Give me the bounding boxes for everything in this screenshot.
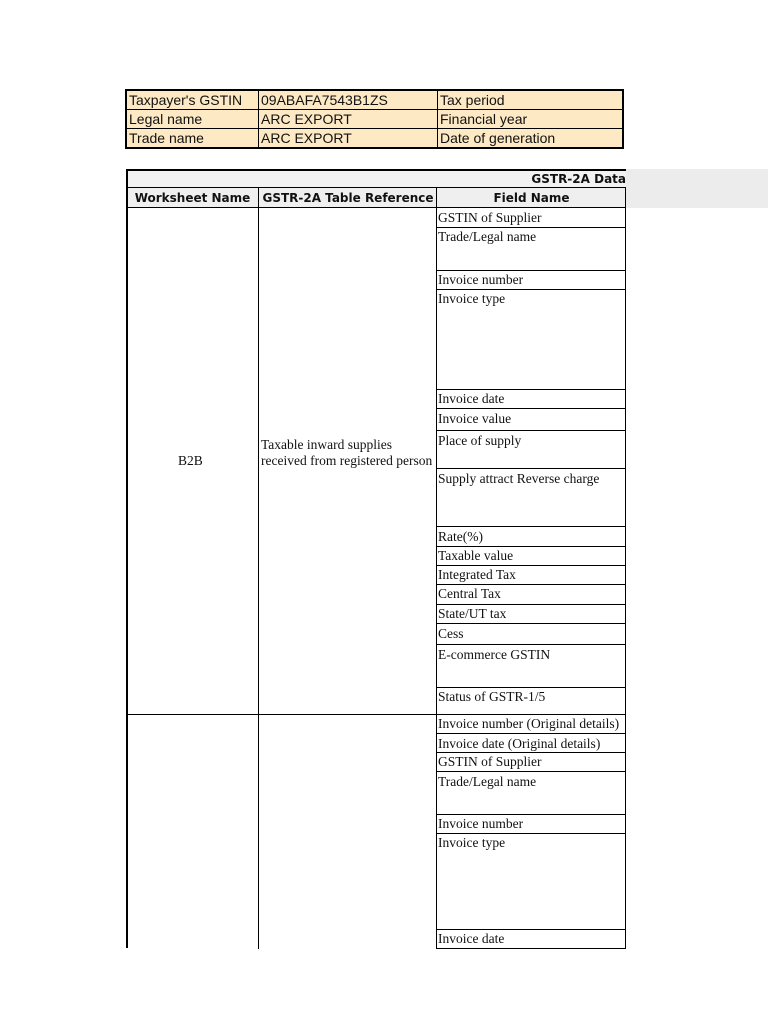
row-divider [437,948,626,949]
table-title: GSTR-2A Data [531,172,626,186]
row-divider [437,526,626,527]
table-title-bar [126,169,626,187]
field-name-cell: Integrated Tax [438,567,516,582]
row-divider [437,468,626,469]
field-name-cell: E-commerce GSTIN [438,647,551,662]
table-reference-header: GSTR-2A Table Reference [259,187,437,208]
worksheet-name-header: Worksheet Name [126,187,259,208]
field-name-cell: Invoice date (Original details) [438,736,601,751]
field-name-cell: Invoice number (Original details) [438,716,620,731]
legal-name-label: Legal name [129,111,203,127]
column-divider [258,187,259,949]
field-name-header: Field Name [437,187,626,208]
field-name-cell: Trade/Legal name [438,229,537,244]
row-divider [437,733,626,734]
taxpayer-gstin-value: 09ABAFA7543B1ZS [261,92,388,108]
legal-name-value: ARC EXPORT [261,111,352,127]
column-divider [436,187,437,949]
field-name-cell: Invoice number [438,816,524,831]
field-name-cell: Central Tax [438,586,501,601]
field-name-cell: Invoice value [438,411,512,426]
field-name-cell: Invoice type [438,291,506,306]
row-divider [437,771,626,772]
field-name-cell: State/UT tax [438,606,507,621]
table-left-border [126,169,128,948]
b2b-table-reference: Taxable inward supplies received from registered person [261,437,433,468]
worksheet-b2b: B2B [178,453,203,468]
field-name-cell: Supply attract Reverse charge [438,471,600,486]
field-name-cell: Trade/Legal name [438,774,537,789]
financial-year-label: Financial year [440,111,528,127]
field-name-cell: Invoice number [438,272,524,287]
taxpayer-info-table [125,89,624,149]
row-divider [437,644,626,645]
row-divider [437,408,626,409]
tax-period-label: Tax period [440,92,505,108]
date-of-generation-label: Date of generation [440,130,556,146]
trade-name-value: ARC EXPORT [261,130,352,146]
field-name-cell: Invoice date [438,391,505,406]
offscreen-header-band [626,169,768,208]
field-name-cell: Rate(%) [438,529,483,544]
row-divider [437,623,626,624]
taxpayer-gstin-label: Taxpayer's GSTIN [129,92,243,108]
field-name-cell: Place of supply [438,433,522,448]
row-divider [437,430,626,431]
field-name-cell: Invoice type [438,835,506,850]
field-name-cell: Taxable value [438,548,514,563]
trade-name-label: Trade name [129,130,204,146]
field-name-cell: Cess [438,626,464,641]
field-name-cell: Status of GSTR-1/5 [438,689,546,704]
field-name-cell: GSTIN of Supplier [438,754,542,769]
field-name-cell: Invoice date [438,931,505,946]
field-name-cell: GSTIN of Supplier [438,210,542,225]
